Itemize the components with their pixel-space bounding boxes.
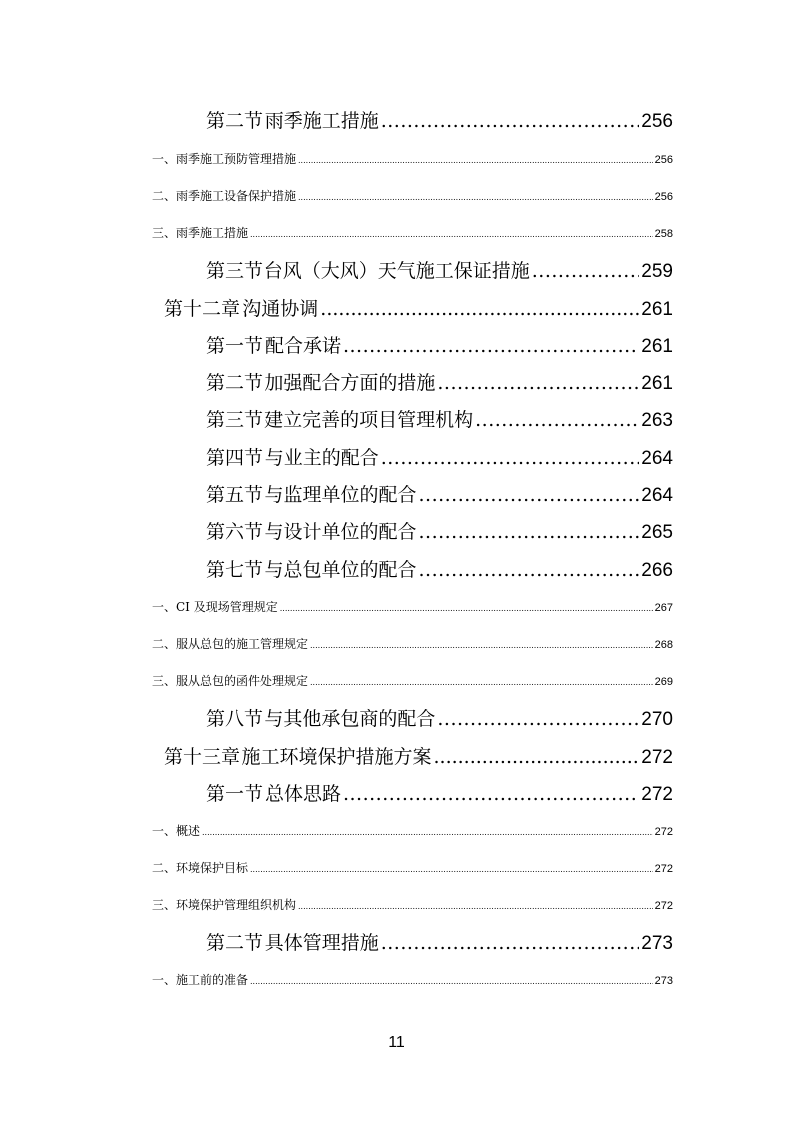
toc-entry-title: 三、雨季施工措施	[152, 226, 249, 240]
toc-entry-number: 第六节	[206, 521, 264, 543]
toc-entry-page: 272	[641, 747, 673, 768]
toc-entry-title: 二、雨季施工设备保护措施	[152, 189, 297, 203]
toc-entry-title: 与监理单位的配合	[264, 484, 417, 506]
toc-entry-title: 具体管理措施	[264, 932, 379, 954]
toc-entry[interactable]	[206, 443, 673, 470]
toc-entry-title: 二、环境保护目标	[152, 861, 249, 875]
toc-leader-dots	[250, 230, 653, 239]
toc-leader-dots	[418, 559, 639, 581]
toc-entry-title: 沟通协调	[242, 298, 319, 320]
toc-entry-page: 269	[654, 676, 673, 688]
toc-entry-number: 第八节	[206, 708, 264, 730]
toc-entry-title: 加强配合方面的措施	[264, 372, 436, 394]
toc-entry-number: 第四节	[206, 447, 264, 469]
toc-leader-dots	[280, 604, 653, 613]
toc-entry-title: 施工环境保护措施方案	[241, 746, 432, 768]
toc-entry-page: 273	[654, 975, 673, 987]
toc-leader-dots	[202, 828, 653, 837]
toc-entry[interactable]	[152, 635, 673, 652]
toc-entry[interactable]	[206, 106, 673, 133]
toc-entry-number: 第三节	[206, 260, 264, 282]
toc-entry[interactable]	[206, 405, 673, 432]
toc-entry-title: 配合承诺	[264, 335, 341, 357]
toc-entry-title: 与总包单位的配合	[264, 559, 417, 581]
toc-entry[interactable]	[152, 672, 673, 689]
toc-leader-dots	[298, 193, 653, 202]
toc-entry-page: 265	[641, 522, 673, 543]
toc-entry[interactable]	[206, 704, 673, 731]
toc-entry-page: 263	[641, 410, 673, 431]
toc-leader-dots	[298, 902, 653, 911]
toc-entry-title: 二、服从总包的施工管理规定	[152, 637, 309, 651]
toc-entry[interactable]	[206, 368, 673, 395]
toc-entry-page: 272	[654, 863, 673, 875]
toc-entry-number: 第二节	[206, 110, 264, 132]
toc-leader-dots	[250, 977, 653, 986]
toc-entry-title: 三、环境保护管理组织机构	[152, 898, 297, 912]
toc-entry-page: 264	[641, 448, 673, 469]
toc-entry-title: 一、雨季施工预防管理措施	[152, 152, 297, 166]
toc-entry[interactable]	[164, 294, 673, 321]
toc-leader-dots	[418, 484, 639, 506]
toc-entry-title: 与其他承包商的配合	[264, 708, 436, 730]
toc-entry-page: 272	[654, 900, 673, 912]
toc-entry-page: 270	[641, 709, 673, 730]
toc-entry[interactable]	[152, 822, 673, 839]
toc-entry[interactable]	[206, 331, 673, 358]
toc-leader-dots	[532, 260, 640, 282]
toc-entry[interactable]	[206, 256, 673, 283]
toc-entry-title: 雨季施工措施	[264, 110, 379, 132]
toc-entry-number: 第十二章	[164, 298, 241, 320]
toc-entry-page: 268	[654, 639, 673, 651]
toc-entry[interactable]	[152, 187, 673, 204]
toc-leader-dots	[433, 746, 639, 768]
toc-entry-page: 264	[641, 485, 673, 506]
toc-leader-dots	[437, 708, 639, 730]
toc-entry-number: 第二节	[206, 372, 264, 394]
toc-entry[interactable]	[152, 971, 673, 988]
toc-leader-dots	[250, 865, 653, 874]
toc-entry[interactable]	[152, 150, 673, 167]
toc-entry-page: 261	[641, 336, 673, 357]
toc-entry-page: 256	[654, 191, 673, 203]
toc-entry-title: 与设计单位的配合	[264, 521, 417, 543]
toc-entry-title: 与业主的配合	[264, 447, 379, 469]
toc-leader-dots	[320, 298, 639, 320]
toc-leader-dots	[437, 372, 639, 394]
toc-entry-title: 三、服从总包的函件处理规定	[152, 674, 309, 688]
toc-entry-title: 台风（大风）天气施工保证措施	[263, 260, 530, 282]
toc-leader-dots	[343, 783, 639, 805]
toc-entry-title: 建立完善的项目管理机构	[264, 409, 474, 431]
toc-entry-page: 261	[641, 299, 673, 320]
toc-leader-dots	[310, 678, 653, 687]
toc-leader-dots	[343, 335, 639, 357]
toc-entry[interactable]	[206, 928, 673, 955]
toc-entry[interactable]	[152, 598, 673, 615]
toc-leader-dots	[381, 110, 640, 132]
toc-entry[interactable]	[206, 555, 673, 582]
toc-entry-page: 273	[641, 933, 673, 954]
toc-entry-page: 256	[654, 154, 673, 166]
toc-leader-dots	[310, 641, 653, 650]
toc-entry-number: 第七节	[206, 559, 264, 581]
toc-entry-page: 266	[641, 560, 673, 581]
toc-entry-number: 第一节	[206, 783, 264, 805]
toc-entry-page: 272	[641, 784, 673, 805]
toc-leader-dots	[381, 932, 640, 954]
toc-entry[interactable]	[152, 859, 673, 876]
toc-entry-page: 259	[641, 261, 673, 282]
toc-entry-number: 第一节	[206, 335, 264, 357]
toc-entry[interactable]	[152, 896, 673, 913]
toc-entry[interactable]	[152, 224, 673, 241]
toc-entry-page: 267	[654, 602, 673, 614]
toc-entry-number: 第十三章	[164, 746, 241, 768]
toc-entry[interactable]	[206, 779, 673, 806]
toc-entry-number: 第三节	[206, 409, 264, 431]
toc-leader-dots	[418, 521, 639, 543]
toc-entry-page: 258	[654, 228, 673, 240]
toc-entry-number: 第二节	[206, 932, 264, 954]
toc-entry-page: 261	[641, 373, 673, 394]
toc-entry-number: 第五节	[206, 484, 264, 506]
toc-entry-title: 一、概述	[152, 824, 201, 838]
toc-entry-title: 一、CI 及现场管理规定	[152, 600, 278, 614]
toc-entry[interactable]	[206, 517, 673, 544]
toc-leader-dots	[298, 156, 653, 165]
toc-entry[interactable]	[206, 480, 673, 507]
toc-entry-page: 272	[654, 826, 673, 838]
toc-leader-dots	[381, 447, 640, 469]
toc-entry-title: 一、施工前的准备	[152, 973, 249, 987]
toc-entry-page: 256	[641, 111, 673, 132]
toc-entry[interactable]	[164, 742, 673, 769]
page-number: 11	[388, 1034, 405, 1051]
toc-leader-dots	[475, 409, 639, 431]
toc-entry-title: 总体思路	[264, 783, 341, 805]
